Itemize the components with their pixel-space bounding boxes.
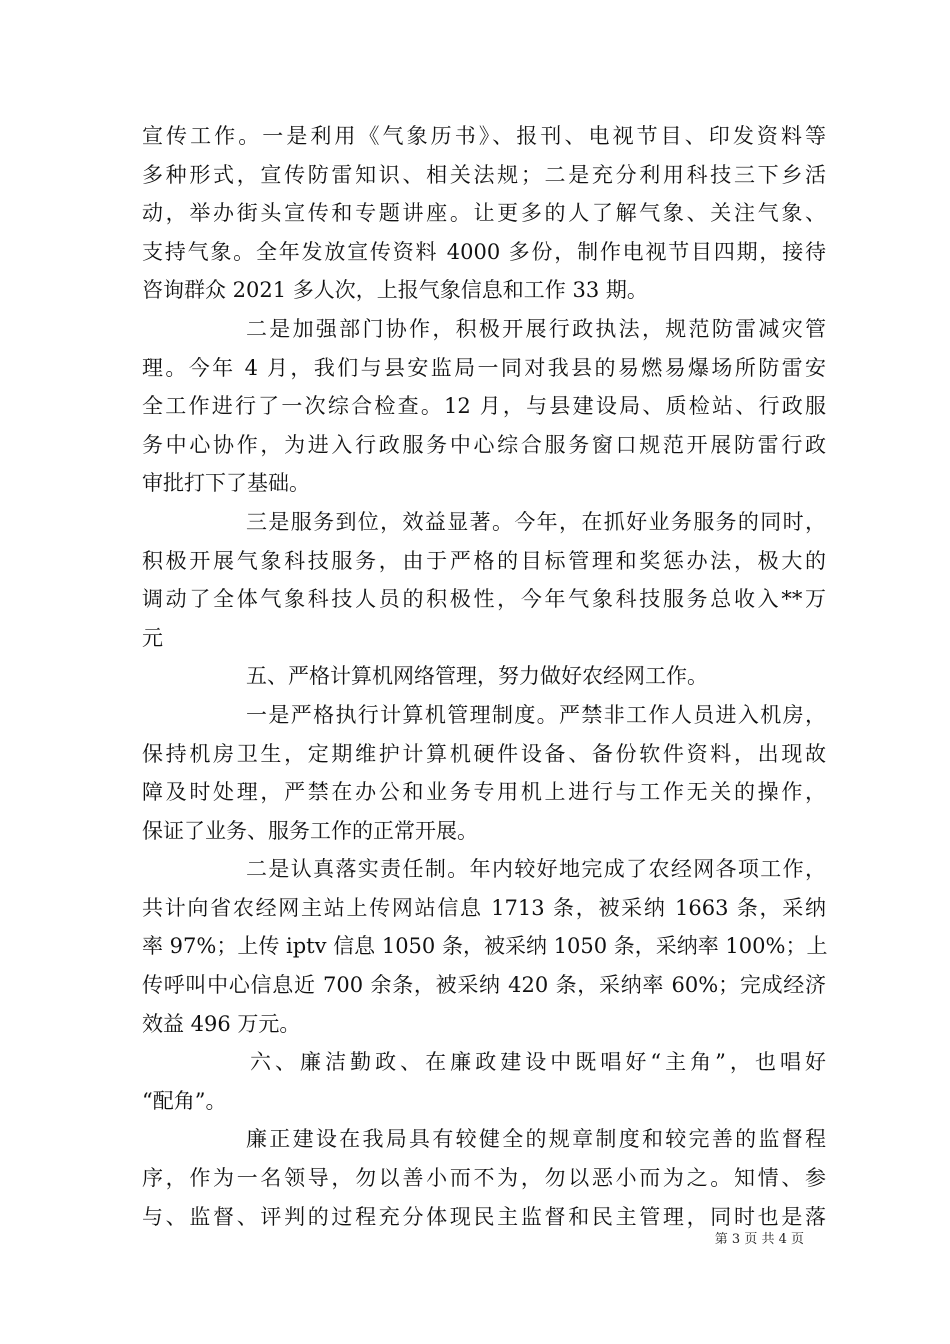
text-line: 元 bbox=[142, 625, 163, 650]
text-line: 保持机房卫生，定期维护计算机硬件设备、备份软件资料，出现故 bbox=[142, 741, 826, 766]
paragraph-responsibility bbox=[142, 850, 826, 1043]
text-line: 宣传工作。一是利用《气象历书》、报刊、电视节目、印发资料等 bbox=[142, 124, 826, 148]
text-line: 障及时处理，严禁在办公和业务专用机上进行与工作无关的操作， bbox=[142, 780, 826, 805]
text-line: 二是认真落实责任制。年内较好地完成了农经网各项工作， bbox=[246, 857, 826, 882]
document-body bbox=[142, 117, 826, 1236]
text-line: 传呼叫中心信息近 700 余条，被采纳 420 条，采纳率 60%；完成经济 bbox=[142, 973, 826, 998]
text-line: 动，举办街头宣传和专题讲座。让更多的人了解气象、关注气象、 bbox=[142, 201, 826, 226]
paragraph-service bbox=[142, 503, 826, 657]
paragraph-computer bbox=[142, 696, 826, 850]
text-line: 效益 496 万元。 bbox=[142, 1011, 301, 1036]
heading-line: 六、廉洁勤政、在廉政建设中既唱好“主角”，也唱好 bbox=[250, 1050, 826, 1075]
text-line: 务中心协作，为进入行政服务中心综合服务窗口规范开展防雷行政 bbox=[142, 432, 826, 457]
text-line: 咨询群众 2021 多人次，上报气象信息和工作 33 期。 bbox=[142, 278, 648, 303]
text-line: 审批打下了基础。 bbox=[142, 471, 310, 496]
text-line: 二是加强部门协作，积极开展行政执法，规范防雷减灾管 bbox=[246, 316, 826, 341]
text-line: 调动了全体气象科技人员的积极性，今年气象科技服务总收入**万 bbox=[142, 587, 826, 612]
text-line: 积极开展气象科技服务，由于严格的目标管理和奖惩办法，极大的 bbox=[142, 548, 826, 573]
heading-line: “配角”。 bbox=[142, 1088, 227, 1113]
section-heading-6 bbox=[142, 1043, 826, 1120]
heading-line: 五、严格计算机网络管理，努力做好农经网工作。 bbox=[246, 664, 708, 689]
section-heading-5 bbox=[142, 657, 826, 696]
paragraph-cooperation bbox=[142, 310, 826, 503]
text-line: 保证了业务、服务工作的正常开展。 bbox=[142, 818, 478, 843]
text-line: 一是严格执行计算机管理制度。严禁非工作人员进入机房， bbox=[246, 702, 826, 727]
paragraph-integrity bbox=[142, 1120, 826, 1236]
paragraph-publicity bbox=[142, 117, 826, 310]
text-line: 序，作为一名领导，勿以善小而不为，勿以恶小而为之。知情、参 bbox=[142, 1166, 826, 1191]
text-line: 全工作进行了一次综合检查。12 月，与县建设局、质检站、行政服 bbox=[142, 394, 826, 419]
text-line: 多种形式，宣传防雷知识、相关法规；二是充分利用科技三下乡活 bbox=[142, 162, 826, 187]
text-line: 共计向省农经网主站上传网站信息 1713 条，被采纳 1663 条，采纳 bbox=[142, 895, 826, 920]
text-line: 廉正建设在我局具有较健全的规章制度和较完善的监督程 bbox=[246, 1127, 826, 1152]
text-line: 与、监督、评判的过程充分体现民主监督和民主管理，同时也是落 bbox=[142, 1204, 826, 1229]
text-line: 率 97%；上传 iptv 信息 1050 条，被采纳 1050 条，采纳率 100%；上 bbox=[142, 934, 828, 959]
text-line: 三是服务到位，效益显著。今年，在抓好业务服务的同时， bbox=[246, 509, 826, 534]
text-line: 支持气象。全年发放宣传资料 4000 多份，制作电视节目四期，接待 bbox=[142, 239, 826, 264]
page-number: 第 3 页 共 4 页 bbox=[714, 1232, 804, 1247]
text-line: 理。今年 4 月，我们与县安监局一同对我县的易燃易爆场所防雷安 bbox=[142, 355, 826, 380]
